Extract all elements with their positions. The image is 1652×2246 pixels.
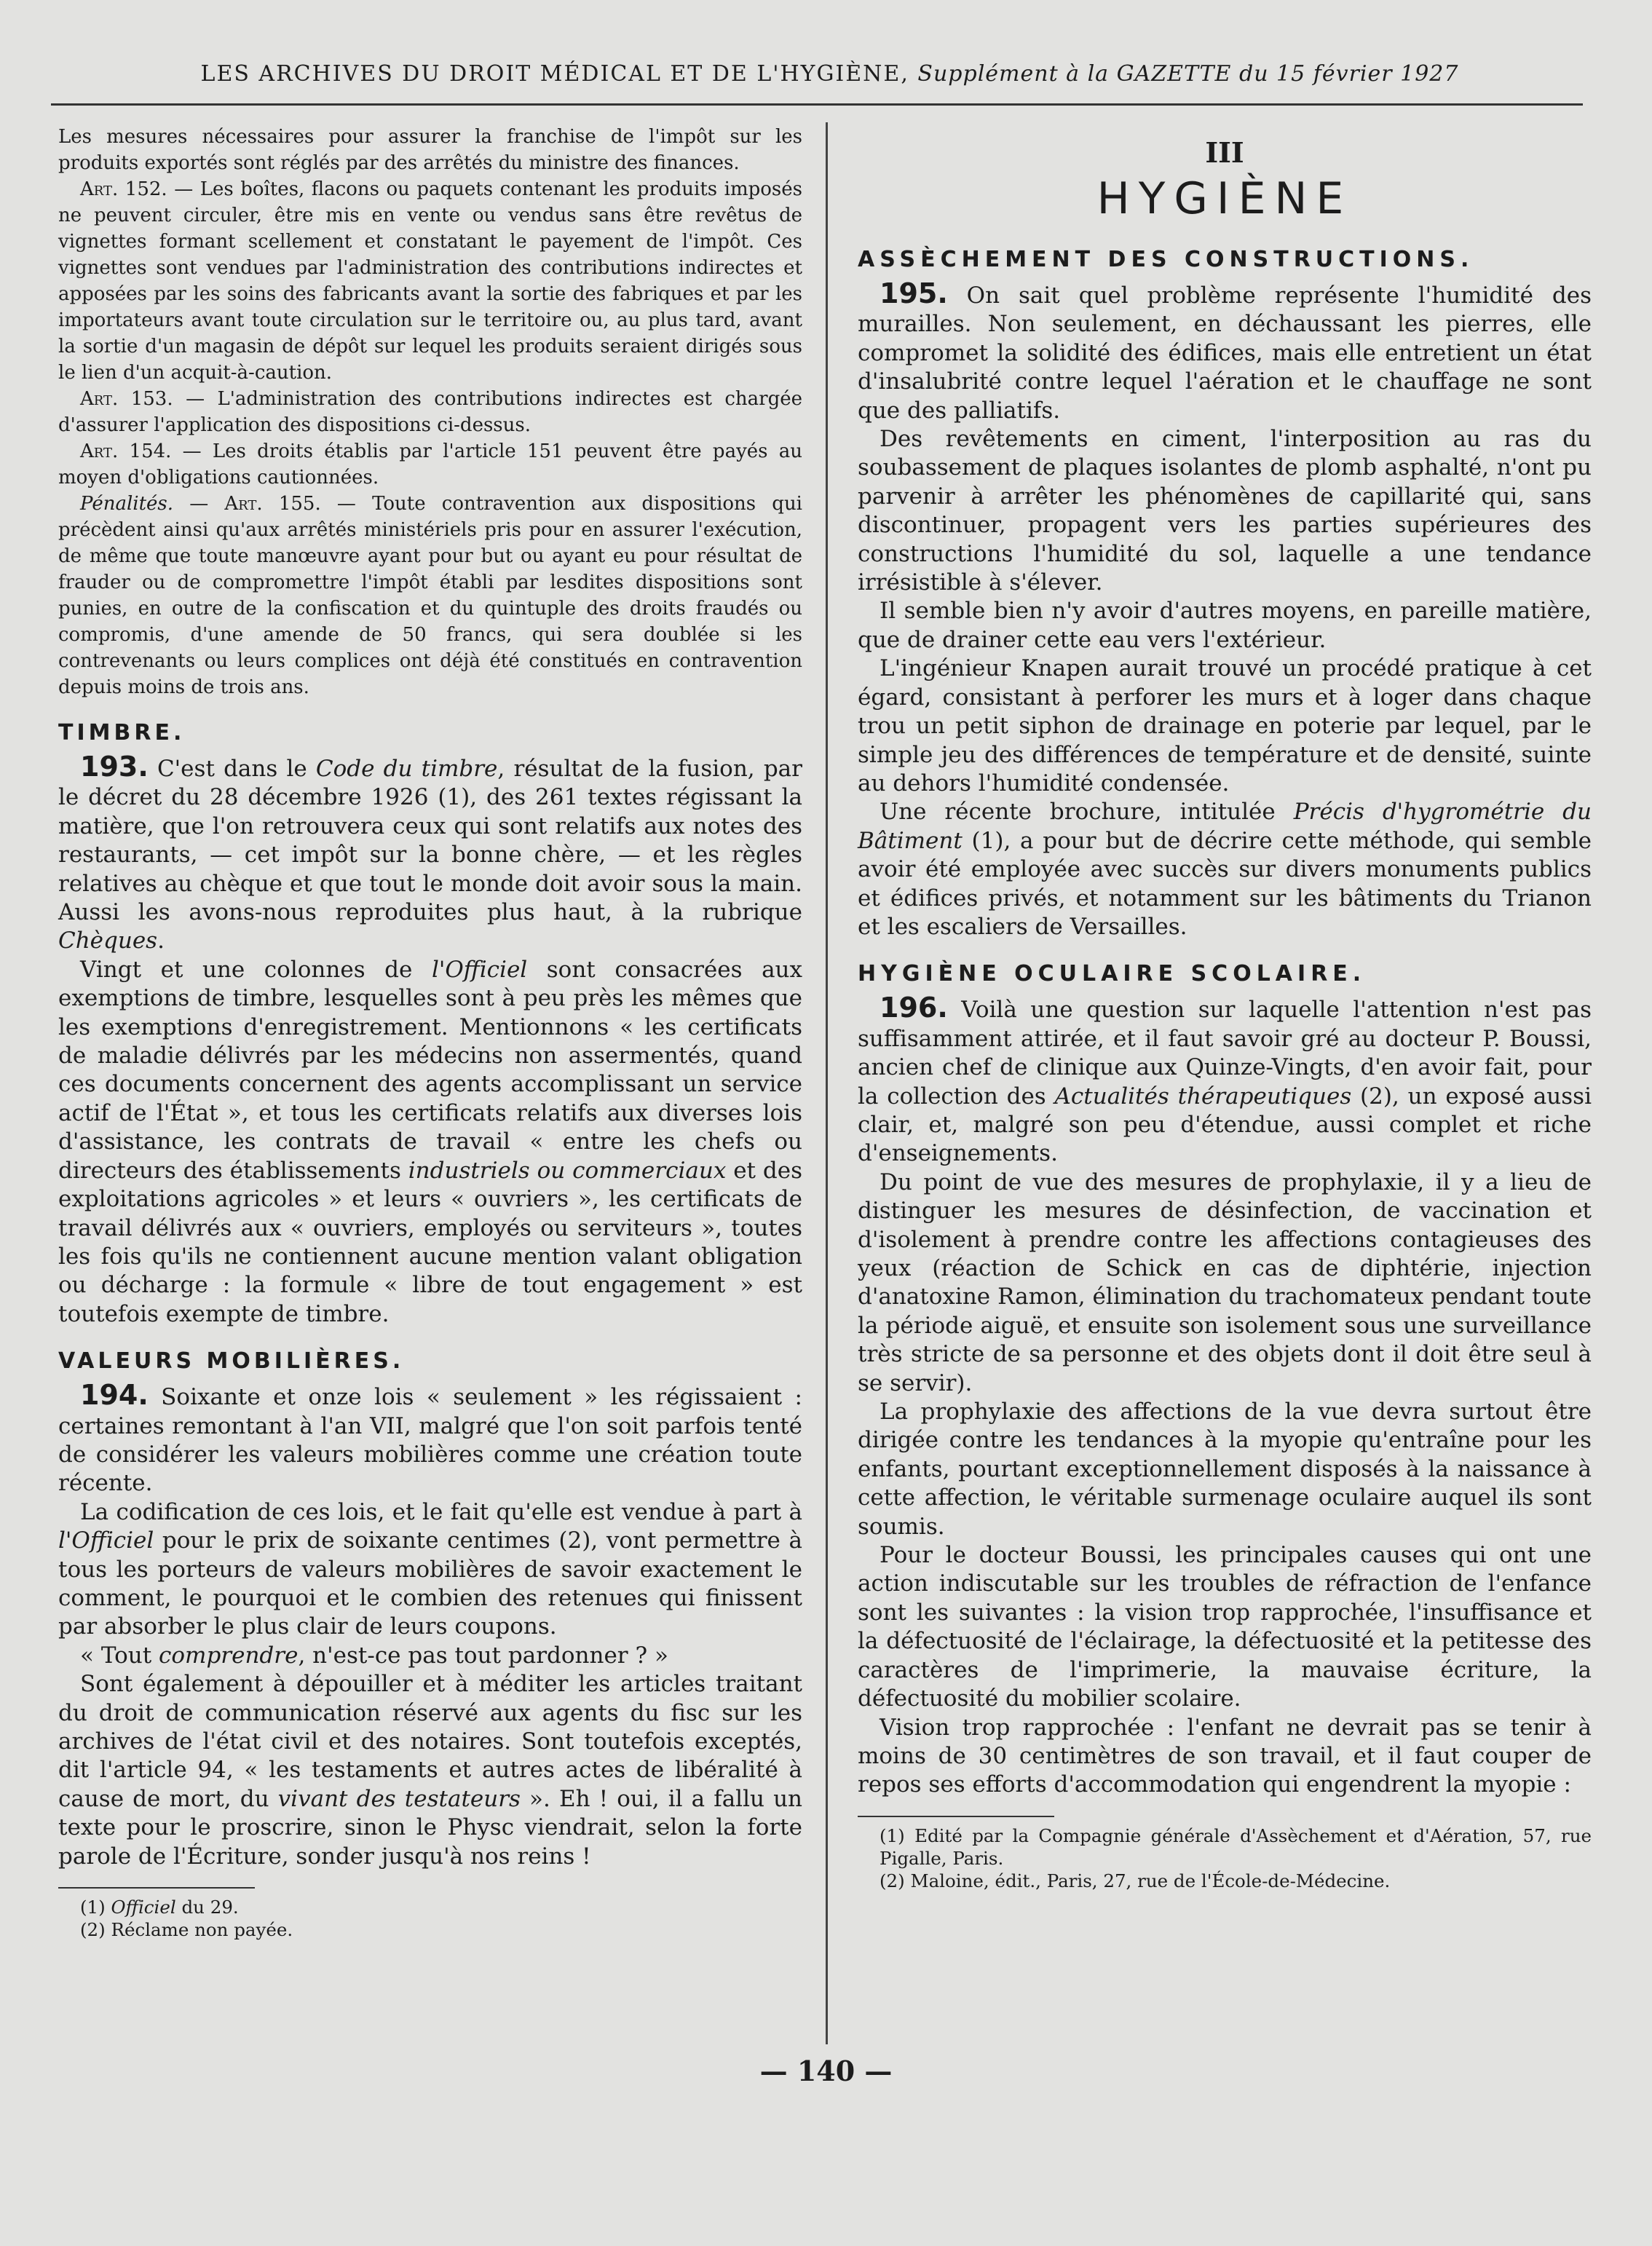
text-segment: , résultat de la fusion, par le décret du 28 décembre 1926 (1), des 261 textes régissant la matière, que l'on retrouvera ceux qui sont relatifs aux notes des restaurants, — cet impôt sur la bonne chère, — et les règles relatives au chèque et que tout le monde doit avoir sous la main. Aussi les avons-nous reproduites plus haut, à la rubrique [58, 756, 802, 926]
text-segment: Vingt et une colonnes de [80, 956, 432, 983]
text-segment: « Tout [80, 1642, 159, 1669]
paragraph-193 [58, 753, 802, 956]
text-segment: (2), un exposé aussi clair, et, malgré son peu d'étendue, aussi complet et riche d'enseignements. [858, 1083, 1592, 1167]
header-rule [51, 103, 1583, 106]
section-timbre [58, 753, 802, 1329]
paragraph-196 [858, 994, 1592, 1168]
paragraph-number-195: 195. [880, 277, 948, 309]
heading-timbre: TIMBRE. [58, 720, 186, 746]
section-assechement [858, 277, 1592, 941]
left-footnotes [58, 1896, 802, 1941]
paragraph-revetements: Des revêtements en ciment, l'interposition au ras du soubassement de plaques isolantes de plomb asphalté, n'ont pu parvenir à arrêter les phénomènes de capillarité qui, sans discontinuer, propagent vers les parties supérieures des constructions l'humidité du sol, laquelle a une tendance irrésistible à s'élever. [858, 426, 1592, 596]
footnote-rule [58, 1887, 255, 1889]
article-154 [58, 438, 802, 491]
paragraph-number-196: 196. [880, 992, 948, 1024]
text-segment: . [157, 928, 165, 954]
article-155-label: — Art. 155. [173, 493, 321, 515]
paragraph-drainer: Il semble bien n'y avoir d'autres moyens, en pareille matière, que de drainer cette eau vers l'extérieur. [858, 598, 1592, 653]
actualites-title: Actualités thérapeutiques [1054, 1083, 1352, 1110]
text-segment: du 29. [175, 1897, 239, 1918]
text-segment: et des exploitations agricoles » et leurs « ouvriers », les certificats de travail délivrés aux « ouvriers, employés ou serviteurs », toutes les fois qu'ils ne contiennent aucune mention valant obligation ou décharge : la formule « libre de tout engagement » est toutefois exempte de timbre. [58, 1157, 802, 1327]
text-segment: C'est dans le [148, 756, 316, 782]
text-segment: Voilà une question sur laquelle l'attention n'est pas suffisamment attirée, et il faut savoir gré au docteur P. Boussi, ancien chef de clinique aux Quinze-Vingts, d'en avoir fait, pour la collection des [858, 997, 1592, 1110]
vivant-phrase: vivant des testateurs [277, 1785, 521, 1812]
article-153-text: — L'administration des contributions indirectes est chargée d'assurer l'application des dispositions ci-dessus. [58, 388, 802, 436]
officiel-title: l'Officiel [431, 956, 528, 983]
text-segment: Sont également à dépouiller et à méditer les articles traitant du droit de communication réservé aux agents du fisc sur les archives de l'état civil et des notaires. Sont toutefois exceptés, dit l'article 94, « les testaments et autres actes de libéralité à cause de mort, du [58, 1671, 802, 1812]
paragraph-number-193: 193. [80, 751, 149, 783]
right-column [858, 124, 1592, 1892]
paragraph-prophylaxie: Du point de vue des mesures de prophylaxie, il y a lieu de distinguer les mesures de désinfection, de vaccination et d'isolement à prendre contre les affections contagieuses des yeux (réaction de Schick en cas de diphtérie, injection d'anatoxine Ramon, élimination du trachomateux pendant toute la période aiguë, et ensuite son isolement sous une surveillance très stricte de sa personne et des objets dont il doit être seul à se servir). [858, 1169, 1592, 1396]
text-segment: ». Eh ! oui, il a fallu un texte pour le proscrire, sinon le Physc viendrait, selon la forte parole de l'Écriture, sonder jusqu'à nos reins ! [58, 1785, 803, 1870]
officiel-title: Officiel [111, 1897, 176, 1918]
precis-title: Précis d'hygrométrie du Bâtiment [858, 799, 1592, 854]
article-155-text: — Toute contravention aux dispositions qui précèdent ainsi qu'aux arrêtés ministériels pris pour en assurer l'exécution, de même que toute manœuvre ayant pour but ou ayant eu pour résultat de frauder ou de compromettre l'impôt établi par lesdites dispositions sont punies, en outre de la confiscation et du quintuple des droits fraudés ou compromis, d'une amende de 50 francs, qui sera doublée si les contrevenants ou leurs complices ont déjà été constitués en contravention depuis moins de trois ans. [58, 493, 803, 698]
heading-hygiene-oculaire: HYGIÈNE OCULAIRE SCOLAIRE. [858, 961, 1367, 987]
footnote-rule [858, 1816, 1054, 1817]
section-title: HYGIÈNE [1096, 173, 1353, 224]
paragraph-knapen: L'ingénieur Knapen aurait trouvé un procédé pratique à cet égard, consistant à perforer les murs et à loger dans chaque trou un petit siphon de drainage en poterie par lequel, par le simple jeu des différences de température et de densité, suinte au dehors l'humidité condensée. [858, 655, 1592, 796]
text-segment: Soixante et onze lois « seulement » les régissaient : certaines remontant à l'an VII, malgré que l'on soit parfois tenté de considérer les valeurs mobilières comme une création toute récente. [58, 1384, 802, 1497]
text-segment: sont consacrées aux exemptions de timbre, lesquelles sont à peu près les mêmes que les exemptions d'enregistrement. Mentionnons « les certificats de maladie délivrés par les médecins non assermentés, quand ces documents concernent des agents accomplissant un service actif de l'État », et tous les certificats relatifs aux diverses lois d'assistance, les contrats de travail « entre les chefs ou directeurs des établissements [58, 956, 802, 1184]
footnote-1 [58, 1896, 802, 1918]
cheques-rubric: Chèques [58, 928, 158, 954]
article-152-text: — Les boîtes, flacons ou paquets contenant les produits imposés ne peuvent circuler, être mis en vente ou vendus sans être revêtus de vignettes formant scellement et constatant le payement de l'impôt. Ces vignettes sont vendues par l'administration des contributions indirectes et apposées par les soins des fabricants avant la sortie des fabriques et par les importateurs avant toute circulation sur le territoire ou, au plus tard, avant la sortie d'un magasin de dépôt sur lequel les produits seraient dirigés sous le lien d'un acquit-à-caution. [58, 178, 802, 384]
paragraph-exemptions [58, 956, 802, 1329]
article-154-label: Art. 154. [80, 440, 172, 462]
running-head-title: LES ARCHIVES DU DROIT MÉDICAL ET DE L'HYGIÈNE, [200, 61, 909, 87]
article-153 [58, 386, 802, 438]
section-valeurs [58, 1381, 802, 1871]
section-number: III [1205, 136, 1244, 169]
article-152-label: Art. 152. [80, 178, 167, 200]
paragraph-194 [58, 1381, 802, 1498]
text-segment: (1), a pour but de décrire cette méthode, qui semble avoir été employée avec succès sur divers monuments publics et édifices privés, et notamment sur les bâtiments du Trianon et les escaliers de Versailles. [858, 827, 1592, 940]
paragraph-brochure [858, 798, 1592, 941]
paragraph-causes: Pour le docteur Boussi, les principales causes qui ont une action indiscutable sur les troubles de réfraction de l'enfance sont les suivantes : la vision trop rapprochée, l'insuffisance et la défectuosité de l'éclairage, la défectuosité et la petitesse des caractères de l'imprimerie, la mauvaise écriture, la défectuosité du mobilier scolaire. [858, 1542, 1592, 1712]
officiel-title: l'Officiel [58, 1527, 154, 1554]
paragraph-communication [58, 1670, 802, 1871]
code-du-timbre-title: Code du timbre [315, 756, 498, 782]
penalites-label: Pénalités. [80, 493, 174, 515]
paragraph-myopie: La prophylaxie des affections de la vue devra surtout être dirigée contre les tendances à la myopie qu'entraîne pour les enfants, pourtant exceptionnellement disposés à la naissance à cette affection, le véritable surmenage oculaire auquel ils sont soumis. [858, 1399, 1592, 1540]
text-segment: On sait quel problème représente l'humidité des murailles. Non seulement, en déchaussant les pierres, elle compromet la solidité des édifices, mais elle entretient un état d'insalubrité contre lequel l'aération et le chauffage ne sont que des palliatifs. [858, 282, 1592, 424]
column-divider [826, 122, 828, 2044]
heading-valeurs-mobilieres: VALEURS MOBILIÈRES. [58, 1348, 405, 1375]
text-segment: , n'est-ce pas tout pardonner ? » [298, 1642, 668, 1669]
footnote-2: (2) Réclame non payée. [80, 1919, 293, 1941]
running-head-supplement: Supplément à la GAZETTE du 15 février 1927 [917, 61, 1459, 87]
paragraph-vision: Vision trop rapprochée : l'enfant ne devrait pas se tenir à moins de 30 centimètres de son travail, et il faut couper de repos ses efforts d'accommodation qui engendrent la myopie : [858, 1714, 1592, 1798]
paragraph-number-194: 194. [80, 1379, 149, 1412]
law-articles [58, 124, 802, 700]
heading-assechement: ASSÈCHEMENT DES CONSTRUCTIONS. [858, 247, 1474, 272]
article-155 [58, 491, 802, 700]
paragraph-195 [858, 277, 1592, 425]
article-154-text: — Les droits établis par l'article 151 peuvent être payés au moyen d'obligations cautionnées. [58, 440, 802, 489]
comprendre-word: comprendre [159, 1642, 299, 1669]
article-153-label: Art. 153. [80, 388, 173, 410]
quote-comprendre [58, 1642, 802, 1670]
paragraph-codification [58, 1498, 802, 1642]
left-column [58, 124, 802, 1941]
section-oculaire [858, 994, 1592, 1799]
right-footnotes [858, 1824, 1592, 1892]
text-segment: pour le prix de soixante centimes (2), vont permettre à tous les porteurs de valeurs mobilières de savoir exactement le comment, le pourquoi et le combien des retenues qui finissent par absorber le plus clair de leurs coupons. [58, 1527, 802, 1640]
industriels-phrase: industriels ou commerciaux [408, 1157, 727, 1184]
page-number: — 140 — [759, 2055, 893, 2087]
footnote-2: (2) Maloine, édit., Paris, 27, rue de l'École-de-Médecine. [880, 1870, 1391, 1891]
text-segment: Une récente brochure, intitulée [880, 799, 1294, 826]
running-head [80, 61, 1579, 87]
article-152 [58, 176, 802, 386]
text-segment: La codification de ces lois, et le fait qu'elle est vendue à part à [80, 1498, 802, 1525]
paragraph-franchise: Les mesures nécessaires pour assurer la franchise de l'impôt sur les produits exportés sont réglés par des arrêtés du ministre des finances. [58, 126, 802, 174]
footnote-1: (1) Edité par la Compagnie générale d'Assèchement et d'Aération, 57, rue Pigalle, Paris. [880, 1824, 1592, 1869]
footnote-marker: (1) [80, 1897, 106, 1918]
